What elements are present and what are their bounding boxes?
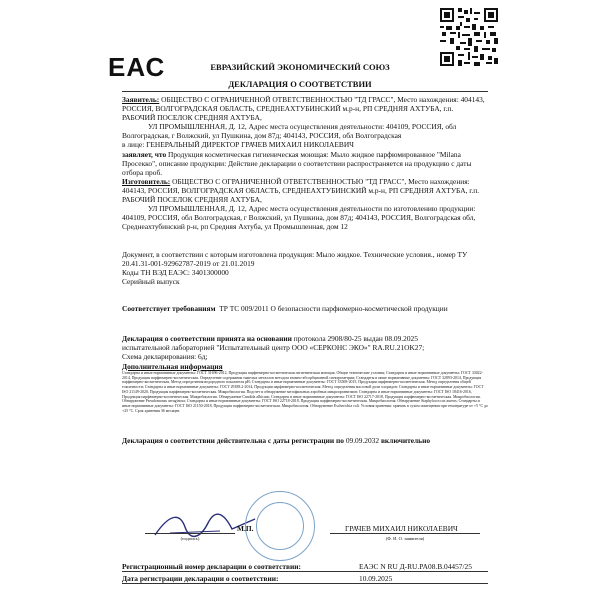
eac-emblem: ЕАС bbox=[108, 52, 166, 82]
qr-code-icon bbox=[440, 8, 498, 66]
declares-text: Продукция косметическая гигиеническая моющая: Мыло жидкое парфюмированное "Milana Просекко", описание продукции: Действие декларации о соответствии распространяется на продукцию с даты отбора проб. bbox=[122, 149, 472, 177]
additional-text: Стандарты и иные нормативные документы: ГОСТ 31696-2012, Продукция парфюмерно-косметическая гигиеническая моющая. Общие технические условия; Стандарты и иные нормативные документы: ГОСТ 33022-2014, Продукция парфюмерно-косметическая. Определение содержания тяжелых металлов методом атомно-абсорбционной спектрометрии; Стандарты и иные нормативные документы: ГОСТ 32893-2014, Продукция парфюмерно-косметическая. Метод определения водородного показателя pH; Стандарты и иные нормативные документы: ГОСТ 33508-2015, Продукция парфюмерно-косметическая. Метод определения общей токсичности; Стандарты и иные нормативные документы: ГОСТ 29188.2-2014, Продукция парфюмерно-косметическая. Метод определения массовой доли хлоридов; Стандарты и иные нормативные документы: ГОСТ ISO 21149-2020, Продукция парфюмерно-косметическая. Микробиология. Подсчет и обнаружение мезофильных аэробных микроорганизмов; Стандарты и иные нормативные документы: ГОСТ ISO 18416-2016, Продукция парфюмерно-косметическая. Микробиология. Обнаружение Candida albicans; Стандарты и иные нормативные документы: ГОСТ ISO 22717-2018, Продукция парфюмерно-косметическая. Микробиология. Обнаружение Pseudomonas aeruginosa; Стандарты и иные нормативные документы: ГОСТ ISO 22718-2018, Продукция парфюмерно-косметическая. Микробиология. Обнаружение Staphylococcus aureus; Стандарты и иные нормативные документы: ГОСТ ISO 21150-2018, Продукция парфюмерно-косметическая. Микробиология. Обнаружение Escherichia coli. Условия хранения: хранить в сухом помещении при температуре от +5 °С до +25 °С. Срок хранения 36 месяцев. bbox=[122, 371, 488, 413]
registration-date-label: Дата регистрации декларации о соответствии: bbox=[122, 574, 279, 583]
basis-scheme: Схема декларирования: 6д; bbox=[122, 352, 208, 362]
validity-suffix: включительно bbox=[380, 436, 431, 445]
validity-date: 09.09.2032 bbox=[345, 436, 380, 445]
registration-number-label: Регистрационный номер декларации о соответствии: bbox=[122, 562, 301, 571]
manufacturer-address: УЛ ПРОМЫШЛЕННАЯ, Д. 12, Адрес места осуществления деятельности по изготовлению продукции: 404109, РОССИЯ, обл Волгоградская, г Волжский, ул Пушкина, дом 87д; 404143, РОССИЯ, Волгоградская обл, Среднеахтубинский р-н, рп Средняя Ахтуба, ул Промышленная, дом 12 bbox=[122, 204, 476, 232]
basis-lab: испытательной лабораторией "Испытательный центр ООО «СЕРКОНС ЭКО»" RA.RU.21OK27; bbox=[122, 343, 425, 353]
compliance-label: Соответствует требованиям bbox=[122, 304, 216, 313]
compliance-block bbox=[122, 304, 488, 313]
applicant-label: Заявитель: bbox=[122, 95, 160, 104]
declares-label: заявляет, что bbox=[122, 149, 167, 159]
registration-number: ЕАЭС N RU Д-RU.PA08.B.04457/25 bbox=[359, 562, 472, 571]
name-line bbox=[330, 533, 480, 534]
registration-date-row bbox=[122, 574, 488, 583]
seal-label: М.П. bbox=[237, 524, 254, 533]
document-block bbox=[122, 250, 488, 300]
bottom-divider bbox=[122, 583, 488, 584]
applicant-text: ОБЩЕСТВО С ОГРАНИЧЕННОЙ ОТВЕТСТВЕННОСТЬЮ "ТД ГРАСС", Место нахождения: 404143, РОССИЯ, ВОЛГОГРАДСКАЯ ОБЛАСТЬ, СРЕДНЕАХТУБИНСКИЙ м.р-н, РП СРЕДНЯЯ АХТУБА, г.п. РАБОЧИЙ ПОСЕЛОК СРЕДНЯЯ АХТУБА, bbox=[122, 95, 485, 123]
registration-date: 10.09.2025 bbox=[359, 574, 393, 583]
registration-divider bbox=[122, 571, 488, 572]
applicant-address: УЛ ПРОМЫШЛЕННАЯ, Д. 12, Адрес места осуществления деятельности: 404109, РОССИЯ, обл Волгоградская, г Волжский, ул Пушкина, дом 87д; 404143, РОССИЯ, обл Волгоградская bbox=[122, 122, 457, 141]
divider bbox=[122, 91, 488, 92]
manufacturer-label: Изготовитель: bbox=[122, 176, 171, 186]
applicant-name: ГРАЧЕВ МИХАИЛ НИКОЛАЕВИЧ bbox=[345, 524, 458, 533]
basis-protocol: протокола 2908/80-25 выдан 08.09.2025 bbox=[293, 334, 418, 343]
compliance-text: ТР ТС 009/2011 О безопасности парфюмерно-косметической продукции bbox=[219, 304, 448, 313]
union-name: ЕВРАЗИЙСКИЙ ЭКОНОМИЧЕСКИЙ СОЮЗ bbox=[210, 62, 390, 72]
document-text: Документ, в соответствии с которым изготовлена продукция: Мыло жидкое. Технические условия., номер ТУ 20.41.31-001-92962787-2019 от 21.01.2019 bbox=[122, 250, 468, 269]
validity-text: Декларация о соответствии действительна с даты регистрации по bbox=[122, 436, 344, 445]
seal-stamp bbox=[245, 491, 315, 561]
manufacturer-text: ОБЩЕСТВО С ОГРАНИЧЕННОЙ ОТВЕТСТВЕННОСТЬЮ "ТД ГРАСС", Место нахождения: 404143, РОССИЯ, ВОЛГОГРАДСКАЯ ОБЛАСТЬ, СРЕДНЕАХТУБИНСКИЙ м.р-н, РП СРЕДНЯЯ АХТУБА, г.п. РАБОЧИЙ ПОСЕЛОК СРЕДНЯЯ АХТУБА, bbox=[122, 176, 480, 205]
hs-codes: Коды ТН ВЭД ЕАЭС: 3401300000 bbox=[122, 268, 229, 278]
registration-number-row bbox=[122, 562, 488, 571]
name-caption: (Ф. И. О. заявителя) bbox=[385, 536, 425, 541]
page-title: ДЕКЛАРАЦИЯ О СООТВЕТСТВИИ bbox=[228, 79, 372, 89]
additional-label-row bbox=[122, 362, 488, 371]
release-type: Серийный выпуск bbox=[122, 277, 180, 287]
basis-label: Декларация о соответствии принята на основании bbox=[122, 334, 292, 343]
signature-line bbox=[145, 533, 235, 534]
additional-label: Дополнительная информация bbox=[122, 362, 223, 371]
applicant-representative: в лице: ГЕНЕРАЛЬНЫЙ ДИРЕКТОР ГРАЧЕВ МИХАИЛ НИКОЛАЕВИЧ bbox=[122, 140, 354, 150]
validity-block bbox=[122, 436, 488, 445]
applicant-block bbox=[122, 95, 488, 245]
signature-caption: (подпись) bbox=[180, 536, 200, 541]
basis-block bbox=[122, 334, 488, 361]
